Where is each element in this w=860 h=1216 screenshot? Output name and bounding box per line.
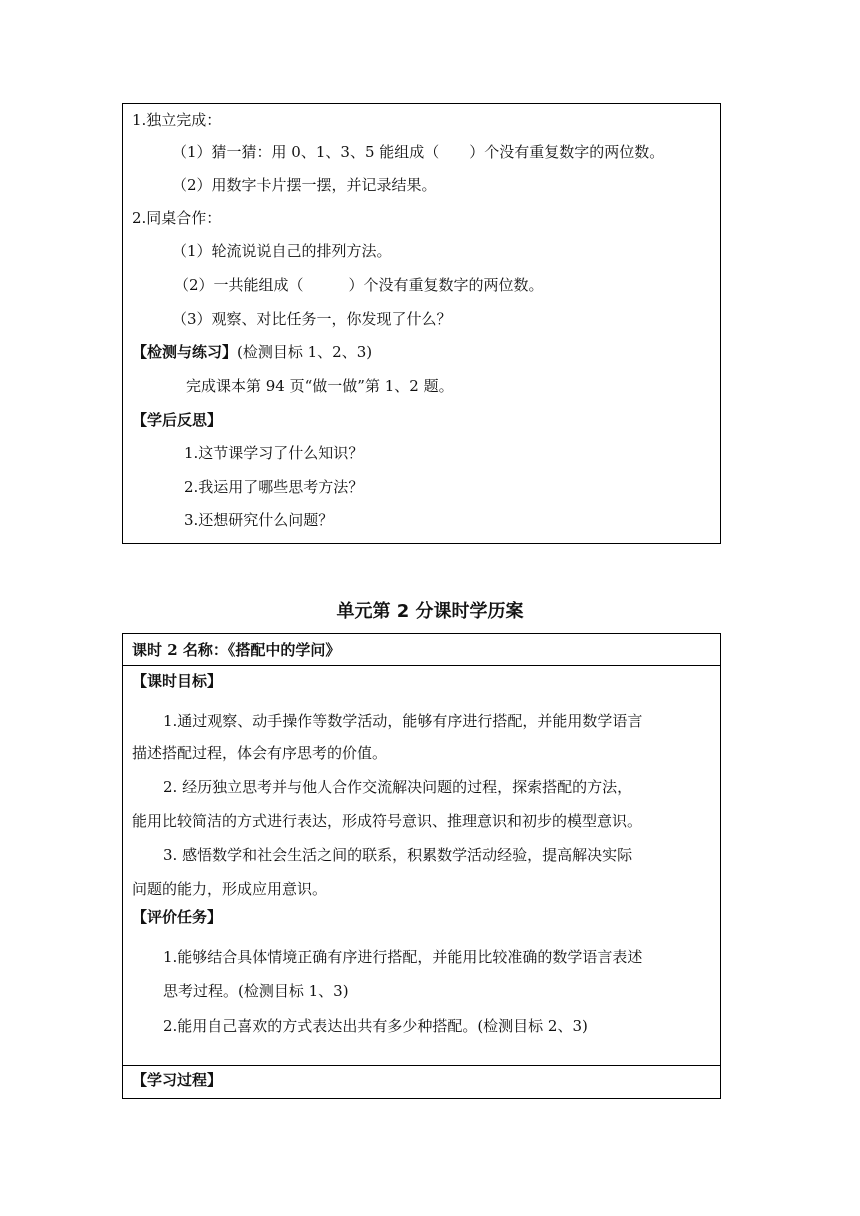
practice-row bbox=[132, 342, 372, 362]
task2-item3: （3）观察、对比任务一，你发现了什么？ bbox=[172, 310, 452, 328]
process-heading: 【学习过程】 bbox=[132, 1071, 223, 1089]
practice-text: 完成课本第 94 页“做一做”第 1、2 题。 bbox=[186, 377, 454, 395]
objective3-line2: 问题的能力，形成应用意识。 bbox=[132, 880, 328, 898]
page-title: 单元第 2 分课时学历案 bbox=[336, 601, 524, 622]
task1-item1: （1）猜一猜：用 0、1、3、5 能组成（ ）个没有重复数字的两位数。 bbox=[172, 143, 665, 161]
reflection-item: 1.这节课学习了什么知识？ bbox=[184, 444, 364, 462]
evaluation1-line1: 1.能够结合具体情境正确有序进行搭配，并能用比较准确的数学语言表述 bbox=[163, 948, 643, 966]
task1-heading: 1.独立完成： bbox=[132, 111, 222, 129]
evaluation1-line2: 思考过程。(检测目标 1、3) bbox=[163, 982, 349, 1000]
task2-item2: （2）一共能组成（ ）个没有重复数字的两位数。 bbox=[174, 276, 544, 294]
lesson-name: 课时 2 名称：《搭配中的学问》 bbox=[132, 641, 341, 659]
learning-tasks-box bbox=[122, 103, 721, 544]
practice-heading: 【检测与练习】 bbox=[132, 343, 238, 361]
objective1-line1: 1.通过观察、动手操作等数学活动，能够有序进行搭配，并能用数学语言 bbox=[163, 712, 643, 730]
reflection-item: 2.我运用了哪些思考方法？ bbox=[184, 478, 364, 496]
practice-target: (检测目标 1、2、3) bbox=[237, 343, 373, 361]
table-divider bbox=[123, 665, 720, 666]
lesson-plan-table bbox=[122, 633, 721, 1099]
evaluation2: 2.能用自己喜欢的方式表达出共有多少种搭配。(检测目标 2、3) bbox=[163, 1017, 588, 1035]
reflection-heading: 【学后反思】 bbox=[132, 411, 223, 429]
table-divider bbox=[123, 1065, 720, 1066]
task1-item2: （2）用数字卡片摆一摆，并记录结果。 bbox=[172, 176, 437, 194]
objectives-heading: 【课时目标】 bbox=[132, 672, 223, 690]
objective2-line2: 能用比较简洁的方式进行表达，形成符号意识、推理意识和初步的模型意识。 bbox=[132, 812, 643, 830]
objective2-line1: 2. 经历独立思考并与他人合作交流解决问题的过程，探索搭配的方法， bbox=[163, 778, 633, 796]
task2-heading: 2.同桌合作： bbox=[132, 209, 222, 227]
task2-item1: （1）轮流说说自己的排列方法。 bbox=[172, 242, 392, 260]
objective1-line2: 描述搭配过程，体会有序思考的价值。 bbox=[132, 744, 388, 762]
reflection-item: 3.还想研究什么问题？ bbox=[184, 511, 334, 529]
evaluation-heading: 【评价任务】 bbox=[132, 908, 223, 926]
objective3-line1: 3. 感悟数学和社会生活之间的联系，积累数学活动经验，提高解决实际 bbox=[163, 846, 633, 864]
